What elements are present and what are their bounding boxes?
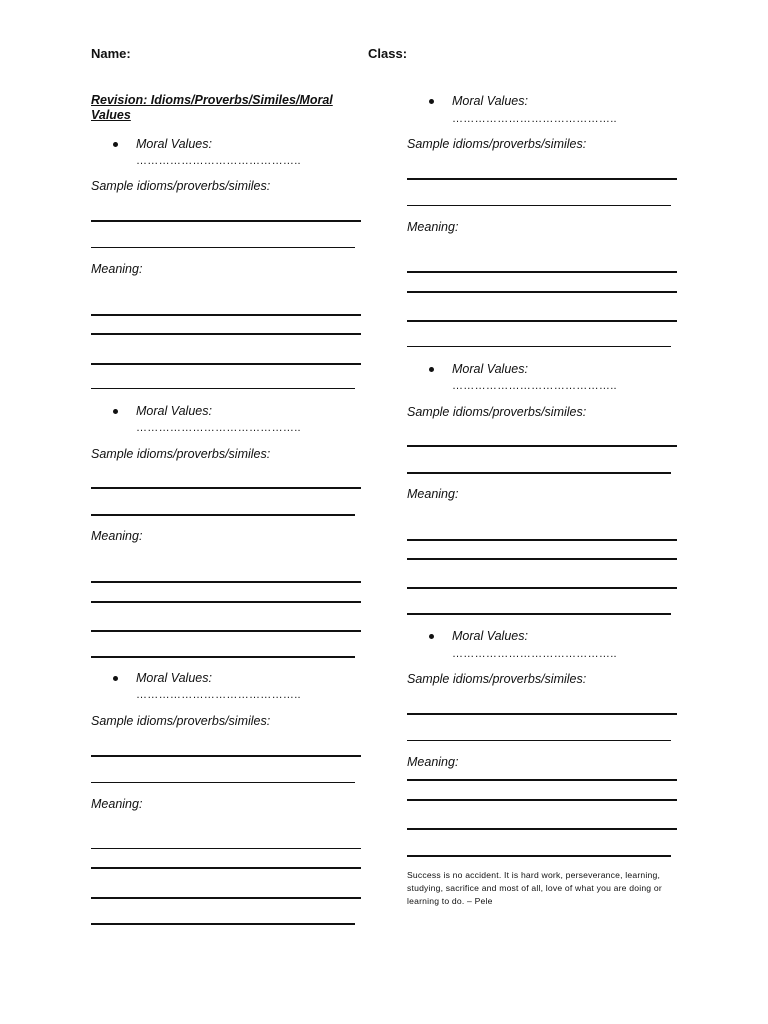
answer-line: [91, 755, 361, 757]
bullet-icon: [429, 99, 434, 104]
answer-line: [91, 363, 361, 365]
answer-line: [91, 656, 355, 658]
answer-line: [91, 220, 361, 222]
sample-label: Sample idioms/proverbs/similes:: [407, 137, 587, 151]
moral-values-label: Moral Values:: [136, 404, 212, 418]
sample-label: Sample idioms/proverbs/similes:: [407, 405, 587, 419]
answer-line: [407, 558, 677, 560]
answer-line: [91, 514, 355, 516]
meaning-label: Meaning:: [407, 755, 459, 769]
worksheet-title: Revision: Idioms/Proverbs/Similes/Moral Values: [91, 93, 333, 122]
sample-label: Sample idioms/proverbs/similes:: [91, 714, 271, 728]
moral-values-label: Moral Values:: [452, 362, 528, 376]
answer-line: [407, 445, 677, 447]
answer-line: [91, 601, 361, 603]
answer-line: [407, 587, 677, 589]
answer-line: [407, 205, 671, 206]
answer-line: [407, 472, 671, 474]
sample-label: Sample idioms/proverbs/similes:: [407, 672, 587, 686]
moral-values-label: Moral Values:: [136, 137, 212, 151]
answer-line: [407, 178, 677, 180]
motivational-quote: Success is no accident. It is hard work, perseverance, learning, studying, sacrifice and most of all, love of what you are doing or learning to do. – Pele: [407, 870, 662, 906]
answer-line: [407, 828, 677, 830]
answer-line: [407, 779, 677, 781]
answer-line: [91, 388, 355, 389]
bullet-icon: [429, 367, 434, 372]
moral-values-blank: ……………………………………..: [452, 380, 617, 392]
answer-line: [91, 848, 361, 849]
answer-line: [407, 713, 677, 715]
moral-values-blank: ……………………………………..: [136, 155, 301, 167]
answer-line: [407, 320, 677, 322]
answer-line: [91, 487, 361, 489]
sample-label: Sample idioms/proverbs/similes:: [91, 447, 271, 461]
answer-line: [91, 923, 355, 925]
moral-values-blank: ……………………………………..: [136, 422, 301, 434]
answer-line: [407, 855, 671, 857]
moral-values-label: Moral Values:: [452, 629, 528, 643]
answer-line: [91, 630, 361, 632]
answer-line: [407, 291, 677, 293]
moral-values-label: Moral Values:: [452, 94, 528, 108]
meaning-label: Meaning:: [407, 487, 459, 501]
answer-line: [407, 271, 677, 273]
meaning-label: Meaning:: [91, 797, 143, 811]
meaning-label: Meaning:: [407, 220, 459, 234]
moral-values-blank: ……………………………………..: [452, 113, 617, 125]
answer-line: [91, 782, 355, 783]
answer-line: [407, 613, 671, 615]
moral-values-label: Moral Values:: [136, 671, 212, 685]
answer-line: [91, 867, 361, 869]
answer-line: [91, 314, 361, 316]
answer-line: [407, 346, 671, 347]
moral-values-blank: ……………………………………..: [452, 648, 617, 660]
answer-line: [407, 740, 671, 741]
answer-line: [91, 897, 361, 899]
bullet-icon: [113, 142, 118, 147]
answer-line: [91, 247, 355, 248]
meaning-label: Meaning:: [91, 529, 143, 543]
answer-line: [91, 581, 361, 583]
moral-values-blank: ……………………………………..: [136, 689, 301, 701]
bullet-icon: [429, 634, 434, 639]
bullet-icon: [113, 409, 118, 414]
name-label: Name:: [91, 46, 131, 61]
class-label: Class:: [368, 46, 408, 61]
answer-line: [407, 539, 677, 541]
answer-line: [407, 799, 677, 801]
answer-line: [91, 333, 361, 335]
sample-label: Sample idioms/proverbs/similes:: [91, 179, 271, 193]
meaning-label: Meaning:: [91, 262, 143, 276]
bullet-icon: [113, 676, 118, 681]
